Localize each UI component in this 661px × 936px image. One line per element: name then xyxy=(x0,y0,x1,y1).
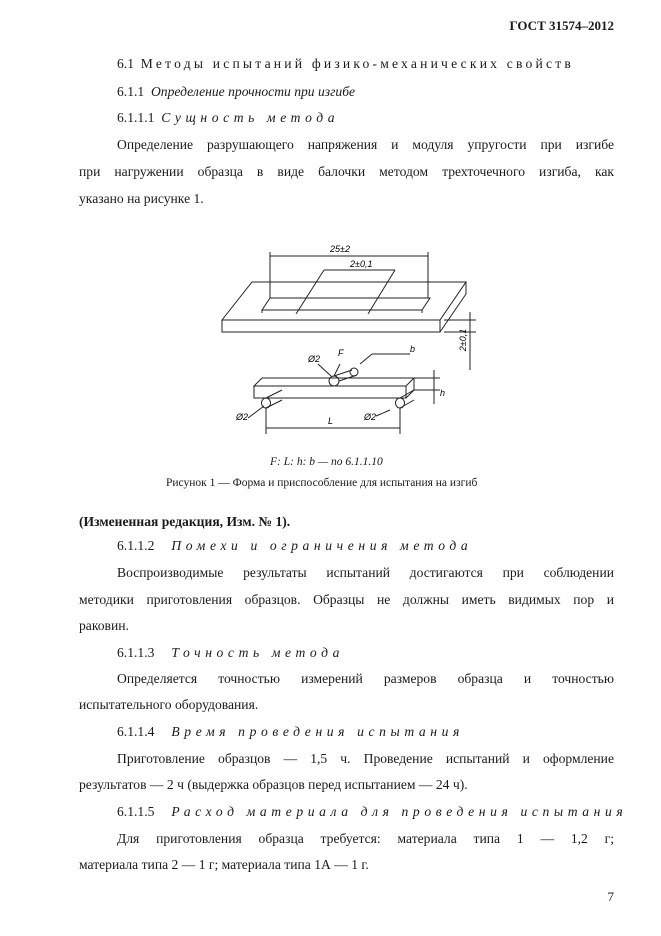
bending-test-figure xyxy=(200,240,480,440)
specimen-front-face xyxy=(222,320,440,332)
standard-header: ГОСТ 31574–2012 xyxy=(509,18,614,33)
section-title: Определение прочности при изгибе xyxy=(150,84,356,99)
specimen-top-face xyxy=(222,282,466,320)
section-6-1-1-1-heading xyxy=(117,110,339,126)
label-span: L xyxy=(328,416,334,426)
label-groove-width: 2±0,1 xyxy=(350,259,373,269)
specimen-side-face xyxy=(440,282,466,332)
beam-top-face xyxy=(254,378,414,386)
section-6-1-1-3-heading xyxy=(117,645,344,661)
section-title: Помехи и ограничения метода xyxy=(171,538,473,553)
section-6-1-1-4-heading xyxy=(117,724,464,740)
paragraph-line: Для приготовления образца требуется: материала типа 1 — 1,2 г; xyxy=(117,831,614,846)
width-leader xyxy=(296,270,324,314)
section-number: 6.1.1 xyxy=(117,84,145,99)
section-number: 6.1.1.3 xyxy=(117,645,155,660)
paragraph-line: Определяется точностью измерений размеров образца и точностью xyxy=(117,671,614,686)
paragraph-line: Приготовление образцов — 1,5 ч. Проведение испытаний и оформление xyxy=(117,751,614,766)
section-number: 6.1 xyxy=(117,56,134,71)
section-6-1-heading xyxy=(117,56,574,72)
specimen-groove xyxy=(262,298,430,310)
paragraph-line: указано на рисунке 1. xyxy=(79,191,204,206)
section-6-1-1-5-heading xyxy=(117,804,627,820)
paragraph-line: результатов — 2 ч (выдержка образцов перед испытанием — 24 ч). xyxy=(79,777,468,792)
section-6-1-1-heading xyxy=(117,84,355,100)
paragraph-line: испытательного оборудования. xyxy=(79,697,259,712)
paragraph-line: раковин. xyxy=(79,618,129,633)
paragraph-line: Определение разрушающего напряжения и модуля упругости при изгибе xyxy=(117,137,614,152)
section-title: Точность метода xyxy=(171,645,345,660)
section-number: 6.1.1.5 xyxy=(117,804,155,819)
label-length: 25±2 xyxy=(330,244,350,254)
section-title: Расход материала для проведения испытания xyxy=(171,804,628,819)
label-load-roller-diameter: Ø2 xyxy=(308,354,321,364)
section-title: Сущность метода xyxy=(161,110,340,125)
section-number: 6.1.1.4 xyxy=(117,724,155,739)
paragraph-line: при нагружении образца в виде балочки методом трехточечного изгиба, как xyxy=(79,164,614,179)
amendment-note: (Измененная редакция, Изм. № 1). xyxy=(79,514,291,529)
label-width: b xyxy=(410,344,416,354)
label-force: F xyxy=(338,348,344,358)
figure-legend: F: L: h: b — по 6.1.1.10 xyxy=(270,456,383,468)
section-number: 6.1.1.1 xyxy=(117,110,155,125)
section-title: Методы испытаний физико-механических свойств xyxy=(140,56,574,71)
label-support-right-diameter: Ø2 xyxy=(364,412,377,422)
figure-caption: Рисунок 1 — Форма и приспособление для испытания на изгиб xyxy=(166,477,478,489)
section-title: Время проведения испытания xyxy=(171,724,464,739)
section-number: 6.1.1.2 xyxy=(117,538,155,553)
paragraph-line: Воспроизводимые результаты испытаний достигаются при соблюдении xyxy=(117,565,614,580)
paragraph-line: методики приготовления образцов. Образцы не должны иметь видимых пор и xyxy=(79,592,614,607)
page-number: 7 xyxy=(607,889,614,904)
section-6-1-1-2-heading xyxy=(117,538,472,554)
paragraph-line: материала типа 2 — 1 г; материала типа 1А — 1 г. xyxy=(79,857,369,872)
label-support-left-diameter: Ø2 xyxy=(236,412,249,422)
label-height: h xyxy=(440,388,446,398)
label-thickness: 2±0,1 xyxy=(458,328,468,352)
